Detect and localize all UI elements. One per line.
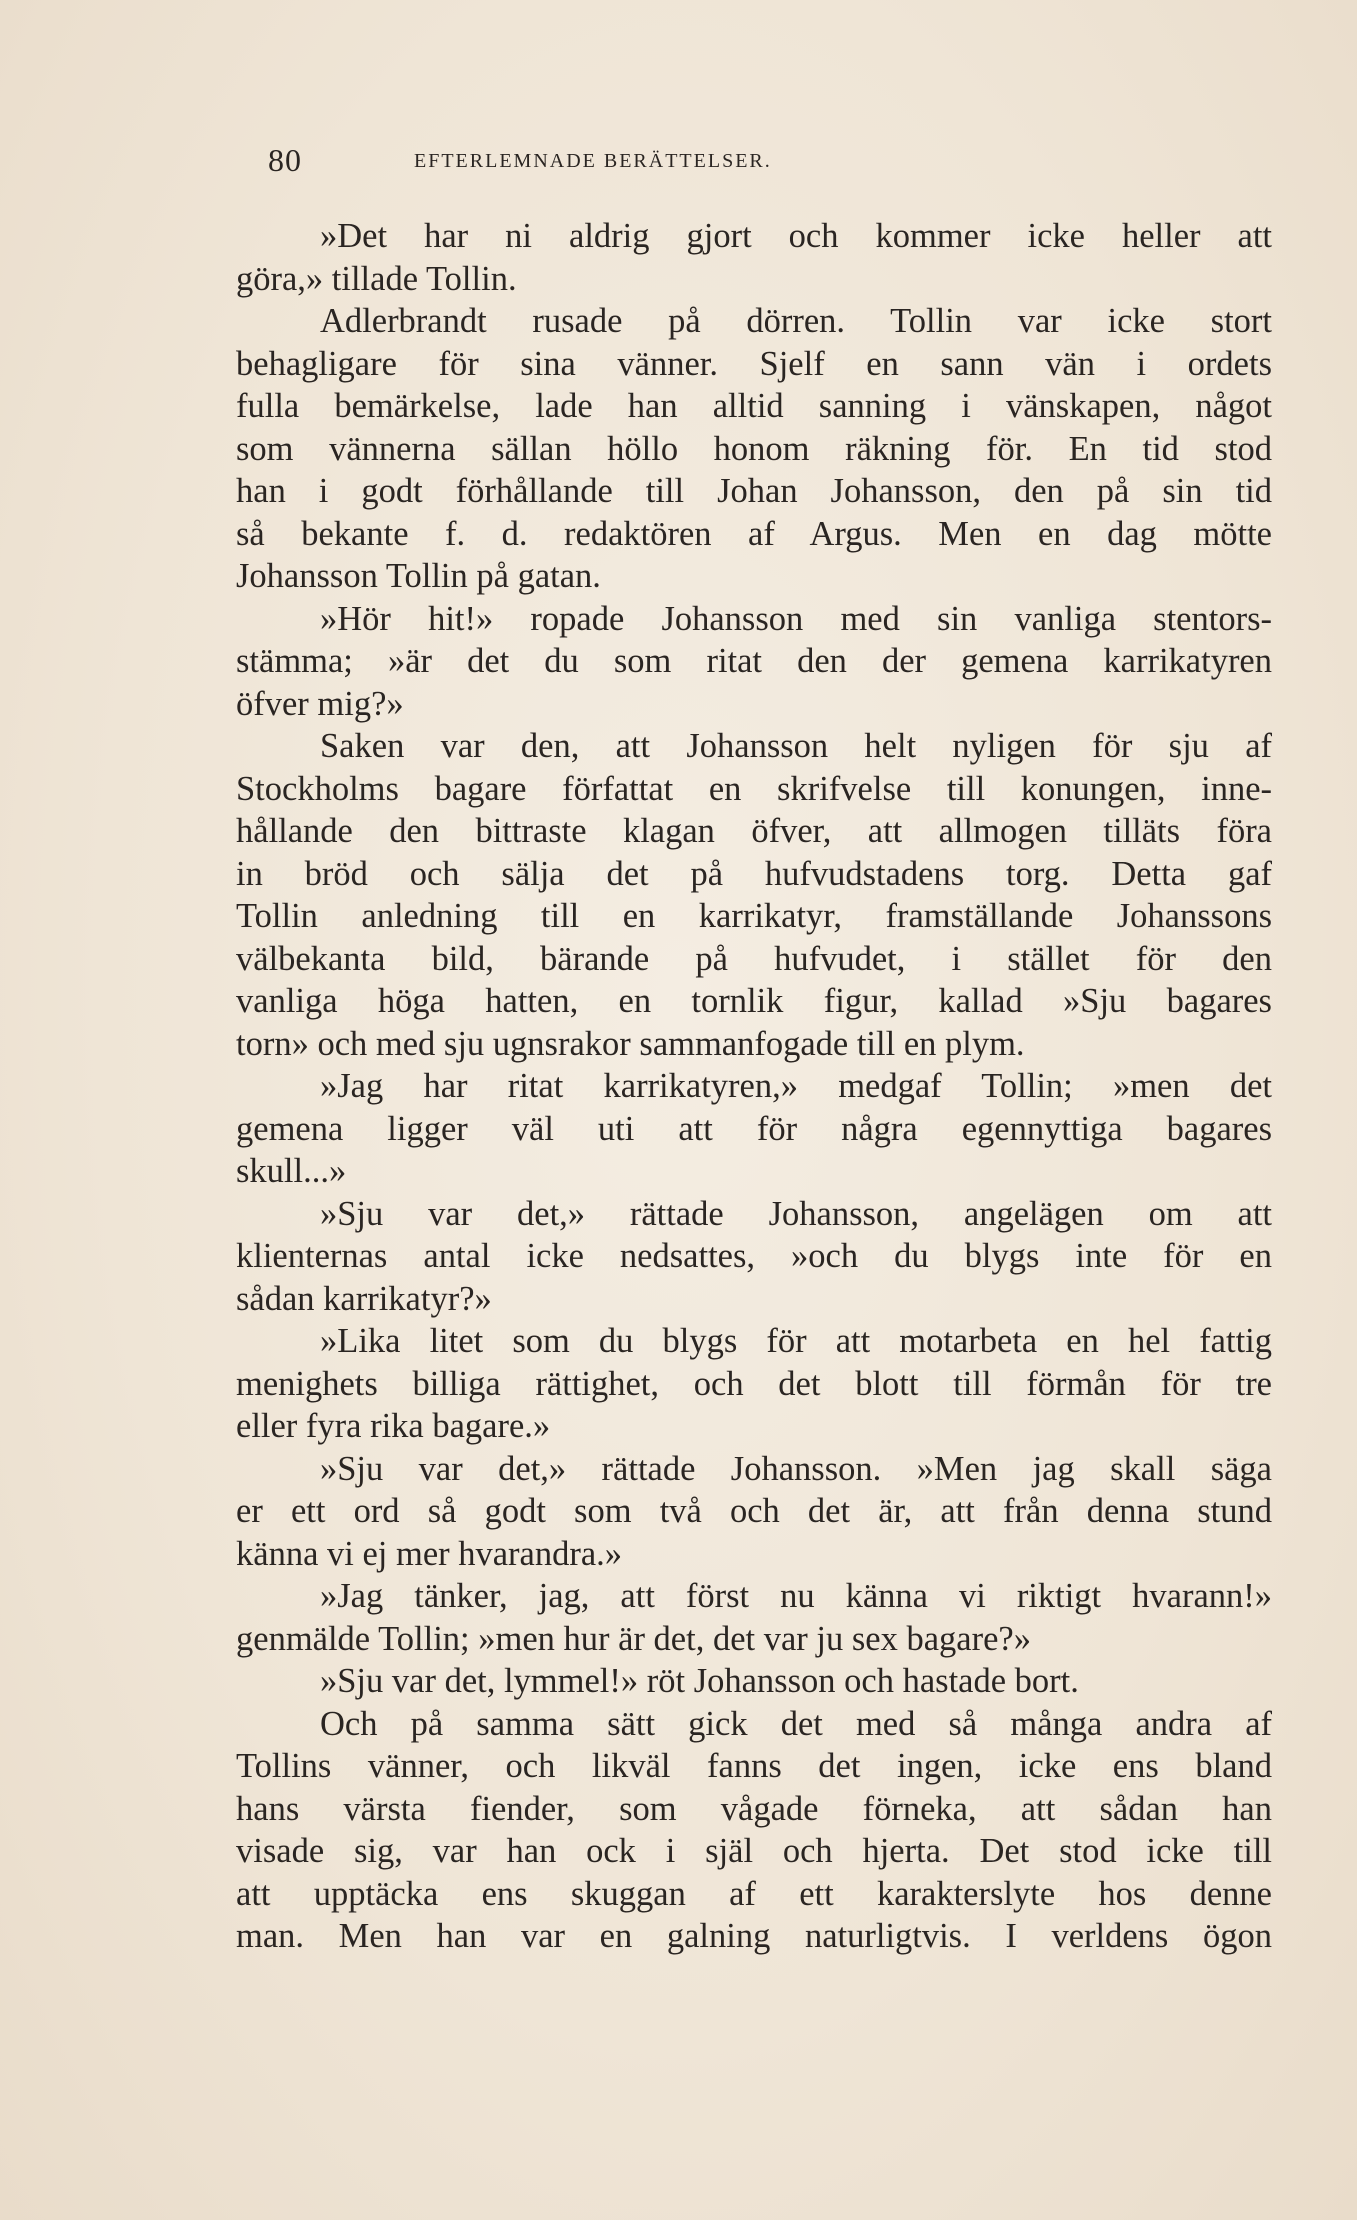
text-line: Adlerbrandt rusade på dörren. Tollin var icke stort	[320, 302, 1272, 340]
text-line: Saken var den, att Johansson helt nyligen för sju af	[320, 727, 1272, 765]
text-line: vanliga höga hatten, en tornlik figur, kallad »Sju bagares	[236, 982, 1272, 1020]
text-line: göra,» tillade Tollin.	[236, 259, 517, 298]
text-line: behagligare för sina vänner. Sjelf en sann vän i ordets	[236, 344, 1272, 383]
text-line: man. Men han var en galning naturligtvis. I verldens ögon	[236, 1917, 1272, 1955]
text-line: torn» och med sju ugnsrakor sammanfogade till en plym.	[236, 1024, 1025, 1063]
text-line: er ett ord så godt som två och det är, att från denna stund	[236, 1492, 1272, 1530]
text-line: Tollin anledning till en karrikatyr, framställande Johanssons	[236, 897, 1272, 935]
page-number: 80	[268, 142, 302, 178]
text-line: öfver mig?»	[236, 684, 404, 723]
text-line: han i godt förhållande till Johan Johansson, den på sin tid	[236, 472, 1272, 510]
text-line: fulla bemärkelse, lade han alltid sanning i vänskapen, något	[236, 387, 1272, 425]
text-line: in bröd och sälja det på hufvudstadens torg. Detta gaf	[236, 854, 1272, 893]
text-line: stämma; »är det du som ritat den der gemena karrikatyren	[236, 642, 1272, 680]
text-line: »Jag har ritat karrikatyren,» medgaf Tollin; »men det	[320, 1067, 1272, 1105]
text-line: sådan karrikatyr?»	[236, 1279, 492, 1318]
text-line: skull...»	[236, 1152, 347, 1190]
text-line: »Hör hit!» ropade Johansson med sin vanliga stentors-	[320, 599, 1272, 638]
text-line: gemena ligger väl uti att för några egennyttiga bagares	[236, 1109, 1272, 1148]
text-line: som vännerna sällan höllo honom räkning för. En tid stod	[236, 429, 1272, 468]
text-line: »Sju var det,» rättade Johansson, angelägen om att	[320, 1194, 1272, 1233]
text-line: »Sju var det,» rättade Johansson. »Men jag skall säga	[320, 1449, 1272, 1488]
text-line: Och på samma sätt gick det med så många andra af	[320, 1704, 1272, 1743]
text-line: välbekanta bild, bärande på hufvudet, i stället för den	[236, 939, 1272, 978]
text-line: känna vi ej mer hvarandra.»	[236, 1534, 623, 1573]
text-line: »Sju var det, lymmel!» röt Johansson och hastade bort.	[320, 1662, 1079, 1700]
text-line: Johansson Tollin på gatan.	[236, 557, 601, 595]
text-line: klienternas antal icke nedsattes, »och du blygs inte för en	[236, 1237, 1272, 1275]
text-line: »Lika litet som du blygs för att motarbeta en hel fattig	[320, 1322, 1272, 1360]
running-head: EFTERLEMNADE BERÄTTELSER.	[414, 150, 772, 172]
text-line: så bekante f. d. redaktören af Argus. Men en dag mötte	[236, 514, 1272, 553]
text-line: menighets billiga rättighet, och det blott till förmån för tre	[236, 1364, 1272, 1403]
body-text	[236, 215, 1272, 1958]
text-line: visade sig, var han ock i själ och hjerta. Det stod icke till	[236, 1832, 1272, 1870]
text-line: Tollins vänner, och likväl fanns det ingen, icke ens bland	[236, 1747, 1272, 1785]
text-line: att upptäcka ens skuggan af ett karakterslyte hos denne	[236, 1874, 1272, 1913]
text-line: Stockholms bagare författat en skrifvelse till konungen, inne-	[236, 769, 1272, 808]
text-line: genmälde Tollin; »men hur är det, det var ju sex bagare?»	[236, 1619, 1031, 1658]
text-line: eller fyra rika bagare.»	[236, 1407, 551, 1445]
text-line: »Det har ni aldrig gjort och kommer icke heller att	[320, 217, 1272, 255]
text-line: »Jag tänker, jag, att först nu känna vi riktigt hvarann!»	[320, 1577, 1272, 1615]
text-line: hållande den bittraste klagan öfver, att allmogen tilläts föra	[236, 812, 1272, 850]
page-header	[268, 142, 1268, 182]
text-line: hans värsta fiender, som vågade förneka, att sådan han	[236, 1789, 1272, 1828]
